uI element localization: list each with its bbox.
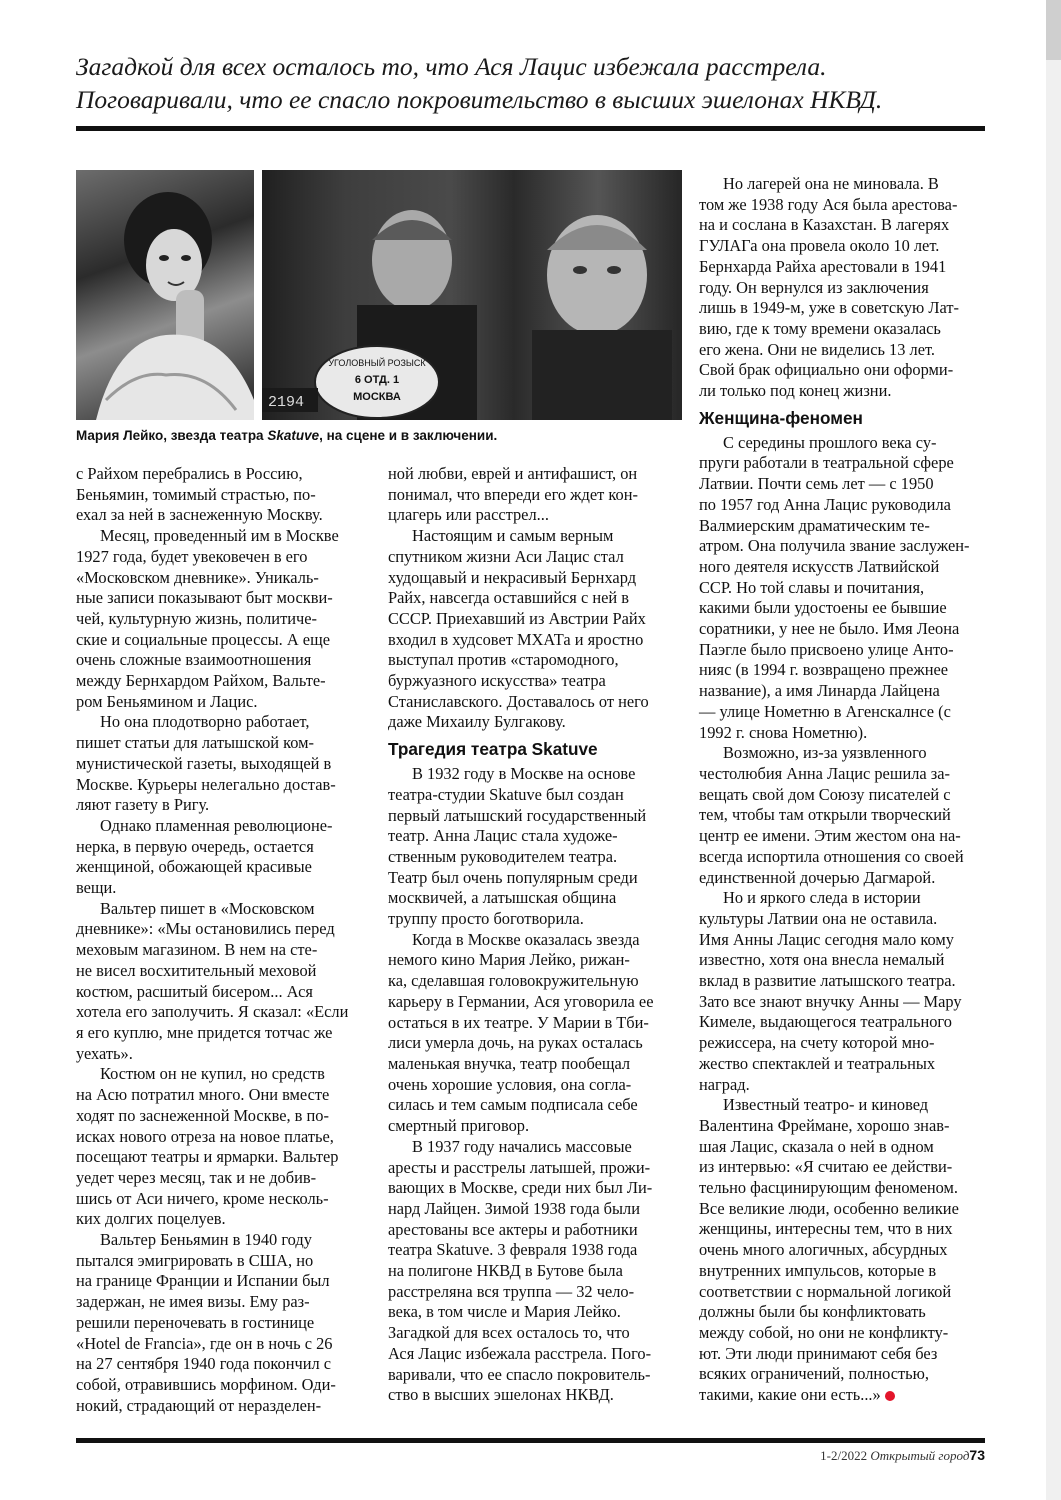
text-line: силась и тем самым подписала себе — [388, 1095, 638, 1115]
text-line: атром. Она получила звание заслужен- — [699, 536, 970, 556]
text-line: культуры Латвии она не оставила. — [699, 908, 938, 928]
text-line: Месяц, проведенный им в Москве — [100, 526, 339, 546]
text-line: остаться в их театре. У Марии в Тби- — [388, 1012, 649, 1032]
text-line: В 1932 году в Москве на основе — [412, 764, 636, 784]
text-line: том же 1938 году Ася была арестова- — [699, 194, 958, 214]
photo-mugshot-illustration — [262, 170, 682, 420]
text-line: ного деятеля искусств Латвийской — [699, 556, 940, 576]
text-line: Загадкой для всех осталось то, что — [388, 1323, 630, 1343]
bottom-rule — [76, 1438, 985, 1443]
pull-quote-line: Загадкой для всех осталось то, что Ася Лацис избежала расстрела. — [76, 52, 827, 81]
text-line: ные записи показывают быт москви- — [76, 588, 333, 608]
text-line: карьеру в Германии, Ася уговорила ее — [388, 991, 654, 1011]
text-line: должны были бы конфликтовать — [699, 1302, 926, 1322]
text-line: Латвии. Почти семь лет — с 1950 — [699, 474, 934, 494]
top-rule — [76, 126, 985, 131]
text-line: посещают театры и ярмарки. Вальтер — [76, 1147, 339, 1167]
text-line: Валентина Фреймане, хорошо знав- — [699, 1115, 950, 1135]
text-line: исках нового отреза на новое платье, — [76, 1126, 334, 1146]
text-line: женщиной, обожающей красивые — [76, 857, 312, 877]
text-line: внутренних импульсов, которые в — [699, 1260, 937, 1280]
section-heading: Женщина-феномен — [699, 407, 863, 428]
page-edge-strip — [1046, 0, 1061, 1500]
text-line: «Hotel de Francia», где он в ночь с 26 — [76, 1333, 333, 1353]
placard-text: МОСКВА — [353, 391, 401, 403]
text-line: из интервью: «Я считаю ее действи- — [699, 1157, 953, 1177]
text-line: всегда испортила отношения со своей — [699, 846, 964, 866]
text-line: первый латышский государственный — [388, 805, 647, 825]
caption-text: Мария Лейко, звезда театра — [76, 428, 268, 443]
text-line: уехать». — [76, 1043, 133, 1063]
text-line: тельно фасцинирующим феноменом. — [699, 1178, 959, 1198]
text-line: вию, где к тому времени оказалась — [699, 318, 941, 338]
text-line: века, в том числе и Мария Лейко. — [388, 1302, 621, 1322]
text-line: вещи. — [76, 878, 117, 898]
text-line: ходят по заснеженной Москве, в по- — [76, 1105, 329, 1125]
text-line: очень сложные взаимоотношения — [76, 650, 312, 670]
text-line: Когда в Москве оказалась звезда — [412, 929, 640, 949]
text-line: Райх, навсегда оставшийся с ней в — [388, 588, 629, 608]
text-line: вещать свой дом Союзу писателей с — [699, 784, 951, 804]
end-of-article-icon — [885, 1391, 895, 1401]
text-line: не висел восхитительный меховой — [76, 960, 317, 980]
text-line: спутником жизни Аси Лацис стал — [388, 546, 624, 566]
text-line: Но и яркого следа в истории — [723, 888, 921, 908]
text-line: Настоящим и самым верным — [412, 526, 614, 546]
text-line: вающих в Москве, среди них был Ли- — [388, 1178, 653, 1198]
text-line: ехал за ней в заснеженную Москву. — [76, 505, 323, 525]
pull-quote-line: Поговаривали, что ее спасло покровительство в высших эшелонах НКВД. — [76, 85, 883, 114]
text-line: немого кино Мария Лейко, рижан- — [388, 950, 630, 970]
text-line: театра-студии Skatuve был создан — [388, 784, 624, 804]
text-line: хотела его заполучить. Я сказал: «Если — [76, 1002, 349, 1022]
text-line: уедет через месяц, так и не добив- — [76, 1167, 317, 1187]
text-line: Ася Лацис избежала расстрела. Пого- — [388, 1343, 652, 1363]
text-line: Станиславского. Доставалось от него — [388, 691, 649, 711]
text-line: москвичей, а латышская община — [388, 888, 617, 908]
text-line: Театр был очень популярным среди — [388, 867, 638, 887]
photo-caption — [76, 428, 686, 443]
text-line: Вальтер пишет в «Московском — [100, 898, 315, 918]
text-line: понимал, что впереди его ждет кон- — [388, 484, 638, 504]
text-line: на 27 сентября 1940 года покончил с — [76, 1354, 332, 1374]
text-line: Все великие люди, особенно великие — [699, 1198, 959, 1218]
text-line-content: такими, какие они есть...» — [699, 1385, 881, 1405]
text-line: собой, отравившись морфином. Оди- — [76, 1374, 336, 1394]
text-line: я его куплю, мне придется тотчас же — [76, 1022, 333, 1042]
text-line: «Московском дневнике». Уникаль- — [76, 567, 319, 587]
text-line: единственной дочерью Дагмарой. — [699, 867, 936, 887]
text-line: — улице Нометню в Агенскалнсе (с — [699, 701, 951, 721]
text-line: Однако пламенная революционе- — [100, 815, 333, 835]
text-line: пытался эмигрировать в США, но — [76, 1250, 314, 1270]
text-line: Паэгле было присвоено улице Анто- — [699, 639, 954, 659]
text-line: ГУЛАГа она провела около 10 лет. — [699, 236, 940, 256]
text-column-3 — [699, 174, 989, 1406]
text-line: очень много алогичных, абсурдных — [699, 1240, 948, 1260]
text-line: даже Михаилу Булгакову. — [388, 712, 566, 732]
text-line: Свой брак официально они оформи- — [699, 360, 954, 380]
page-footer — [820, 1447, 985, 1464]
text-line: известно, хотя она внесла немалый — [699, 950, 945, 970]
text-line: нерка, в первую очередь, остается — [76, 836, 314, 856]
text-line: наград. — [699, 1074, 750, 1094]
pull-quote — [76, 50, 1036, 116]
placard-text: 6 ОТД. 1 — [354, 374, 400, 386]
text-line: аресты и расстрелы латышей, прожи- — [388, 1157, 651, 1177]
text-line: году. Он вернулся из заключения — [699, 277, 929, 297]
text-line: соответствии с нормальной логикой — [699, 1281, 952, 1301]
text-line: по 1957 год Анна Лацис руководила — [699, 494, 951, 514]
text-line: Но она плодотворно работает, — [100, 712, 310, 732]
caption-theatre-name: Skatuve — [267, 428, 320, 443]
text-line: жество спектаклей и театральных — [699, 1053, 936, 1073]
text-line: нияс (в 1994 г. возвращено прежнее — [699, 660, 949, 680]
magazine-name: Открытый город — [870, 1448, 970, 1463]
text-line: 1927 года, будет увековечен в его — [76, 546, 308, 566]
text-line: худощавый и некрасивый Бернхард — [388, 567, 637, 587]
text-line: входил в худсовет МХАТа и яростно — [388, 629, 644, 649]
mugshot-number: 2194 — [268, 394, 305, 411]
text-line: вклад в развитие латышского театра. — [699, 971, 956, 991]
text-line: решили переночевать в гостинице — [76, 1312, 315, 1332]
text-line: честолюбия Анна Лацис решила за- — [699, 763, 950, 783]
text-line: Но лагерей она не миновала. В — [723, 174, 939, 193]
text-column-1 — [76, 464, 366, 1416]
text-line: пруги работали в театральной сфере — [699, 453, 954, 473]
photo-actress-illustration — [76, 170, 254, 420]
text-line: на полигоне НКВД в Бутове была — [388, 1261, 623, 1281]
text-line: его жена. Они не виделись 13 лет. — [699, 339, 936, 359]
text-line: ственным руководителем театра. — [388, 846, 618, 866]
text-line: буржуазного искусства» театра — [388, 671, 606, 691]
text-line: Беньямин, томимый страстью, по- — [76, 484, 316, 504]
text-line: Кимеле, выдающегося театрального — [699, 1012, 952, 1032]
section-heading: Трагедия театра Skatuve — [388, 739, 598, 760]
text-line: цлагерь или расстрел... — [388, 505, 549, 525]
text-line: пишет статьи для латышской ком- — [76, 733, 314, 753]
text-column-2 — [388, 464, 678, 1406]
text-line: С середины прошлого века су- — [723, 432, 937, 452]
text-line: меховым магазином. В нем на сте- — [76, 940, 318, 960]
text-line: арестованы все актеры и работники — [388, 1219, 638, 1239]
text-line: шая Лацис, сказала о ней в одном — [699, 1136, 934, 1156]
text-line: очень хорошие условия, она согла- — [388, 1074, 632, 1094]
text-line: выступал против «старомодного, — [388, 650, 619, 670]
text-line: театра Skatuve. 3 февраля 1938 года — [388, 1240, 638, 1260]
text-line: нокий, страдающий от неразделен- — [76, 1395, 322, 1415]
text-line: название), а имя Линарда Лайцена — [699, 681, 940, 701]
text-line: Зато все знают внучку Анны — Мару — [699, 991, 962, 1011]
text-line: Москве. Курьеры нелегально достав- — [76, 774, 336, 794]
text-line: мунистической газеты, выходящей в — [76, 753, 332, 773]
text-line: Возможно, из-за уязвленного — [723, 743, 927, 763]
text-line: Имя Анны Лацис сегодня мало кому — [699, 929, 954, 949]
text-line: маленькая внучка, театр пообещал — [388, 1053, 631, 1073]
text-line: женщины, интересны тем, что в них — [699, 1219, 953, 1239]
text-line: труппу просто боготворила. — [388, 909, 584, 929]
text-line: ляют газету в Ригу. — [76, 795, 210, 815]
text-line: ССР. Но той славы и почитания, — [699, 577, 925, 597]
text-line: между собой, но они не конфликту- — [699, 1322, 949, 1342]
text-line: задержан, не имея визы. Ему раз- — [76, 1292, 310, 1312]
text-line: смертный приговор. — [388, 1116, 530, 1136]
text-line: варивали, что ее спасло покровитель- — [388, 1364, 651, 1384]
text-line: СССР. Приехавший из Австрии Райх — [388, 608, 646, 628]
text-line: режиссера, на счету которой мно- — [699, 1033, 935, 1053]
text-line: между Бернхардом Райхом, Вальте- — [76, 671, 326, 691]
text-line: на и сослана в Казахстан. В лагерях — [699, 215, 950, 235]
text-line: центр ее имени. Этим жестом она на- — [699, 826, 961, 846]
text-line: лиси умерла дочь, на руках осталась — [388, 1033, 643, 1053]
text-line: Валмиерским драматическим те- — [699, 515, 930, 535]
photo-mugshot — [262, 170, 682, 420]
text-line: ной любви, еврей и антифашист, он — [388, 464, 638, 483]
text-line: ские и социальные процессы. А еще — [76, 629, 330, 649]
text-line: нард Лайцен. Зимой 1938 года были — [388, 1198, 640, 1218]
text-line: дневнике»: «Мы остановились перед — [76, 919, 335, 939]
text-line: ка, сделавшая головокружительную — [388, 971, 639, 991]
placard-text: УГОЛОВНЫЙ РОЗЫСК — [328, 358, 426, 368]
text-line: Костюм он не купил, но средств — [100, 1064, 325, 1084]
text-line: на Асю потратил много. Они вместе — [76, 1085, 330, 1105]
page-number: 73 — [969, 1447, 985, 1463]
issue-number: 1-2/2022 — [820, 1448, 868, 1463]
text-line: ром Беньямином и Лацис. — [76, 691, 258, 711]
text-line: соратники, у нее не было. Имя Леона — [699, 619, 960, 639]
caption-text: , на сцене и в заключении. — [319, 428, 498, 443]
text-line: ли только под конец жизни. — [699, 381, 892, 401]
text-line: Известный театро- и киновед — [723, 1095, 929, 1115]
text-line: расстреляна вся труппа — 32 чело- — [388, 1281, 635, 1301]
text-line: костюм, расшитый бисером... Ася — [76, 981, 313, 1001]
text-line: лишь в 1949-м, уже в советскую Лат- — [699, 298, 959, 318]
text-line: какими были удостоены ее бывшие — [699, 598, 947, 618]
text-line: Бернхарда Райха арестовали в 1941 — [699, 256, 947, 276]
text-line: театр. Анна Лацис стала художе- — [388, 826, 618, 846]
text-line: ют. Эти люди принимают себя без — [699, 1343, 938, 1363]
photo-actress-on-stage — [76, 170, 254, 420]
text-line: Вальтер Беньямин в 1940 году — [100, 1230, 312, 1250]
text-line: тем, чтобы там открыли творческий — [699, 805, 951, 825]
text-line: ство в высших эшелонах НКВД. — [388, 1385, 614, 1405]
text-line — [699, 1385, 989, 1406]
text-line: 1992 г. снова Нометню). — [699, 722, 868, 742]
text-line: чей, культурную жизнь, политиче- — [76, 608, 317, 628]
text-line: всяких ограничений, полностью, — [699, 1364, 930, 1384]
text-line: ких долгих поцелуев. — [76, 1209, 226, 1229]
text-line: В 1937 году начались массовые — [412, 1136, 632, 1156]
text-line: шись от Аси ничего, кроме несколь- — [76, 1188, 329, 1208]
text-line: с Райхом перебрались в Россию, — [76, 464, 303, 483]
text-line: на границе Франции и Испании был — [76, 1271, 330, 1291]
